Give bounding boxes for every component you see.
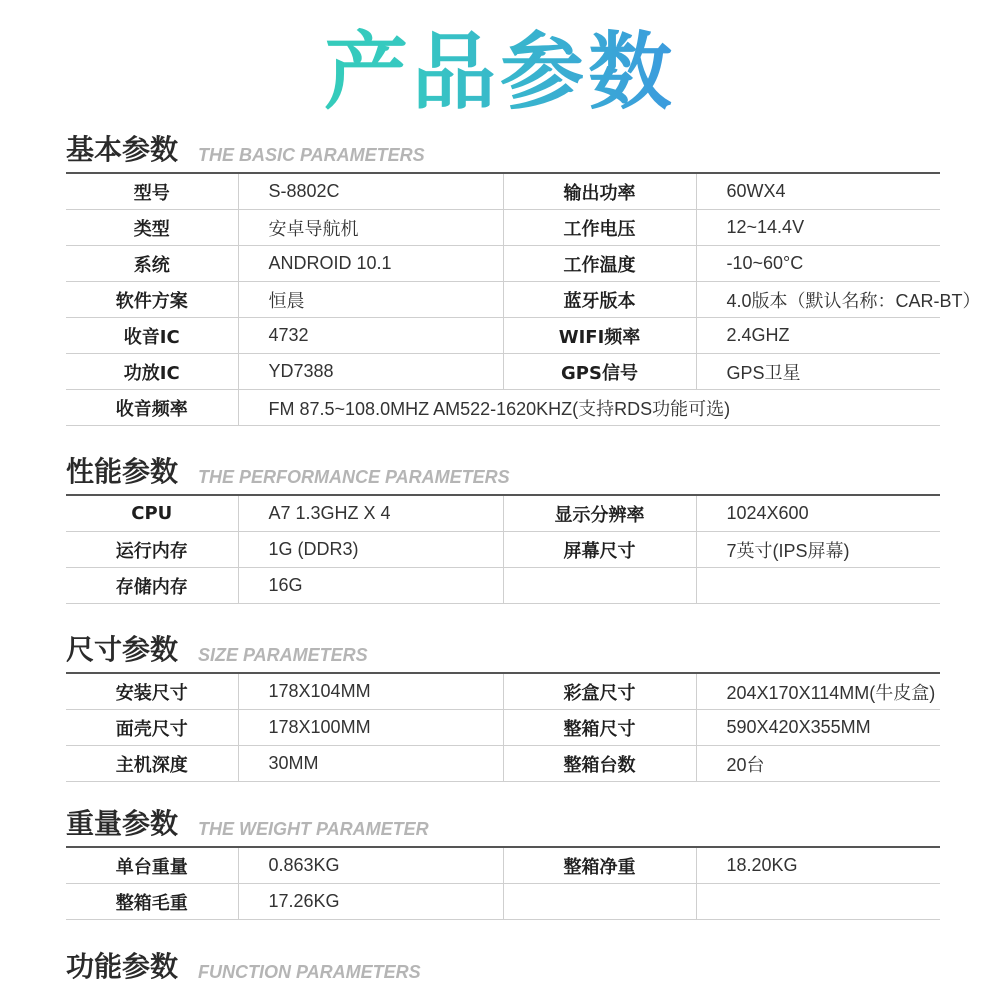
param-value: 0.863KG — [238, 847, 503, 884]
param-label: 工作温度 — [503, 246, 696, 282]
param-label — [503, 568, 696, 604]
section-subtitle: FUNCTION PARAMETERS — [198, 962, 421, 982]
param-label: 类型 — [66, 210, 238, 246]
param-label: 运行内存 — [66, 532, 238, 568]
param-label: 整箱台数 — [503, 746, 696, 782]
param-value: 2.4GHZ — [696, 318, 940, 354]
param-value: 1024X600 — [696, 495, 940, 532]
section-size — [66, 628, 940, 782]
spec-table — [66, 172, 981, 426]
param-value: 17.26KG — [238, 884, 503, 920]
param-label: 彩盒尺寸 — [503, 673, 696, 710]
table-row — [66, 390, 940, 426]
section-subtitle: THE BASIC PARAMETERS — [198, 145, 425, 165]
param-label: CPU — [66, 495, 238, 532]
table-row — [66, 847, 940, 884]
section-title: 功能参数 — [66, 950, 179, 983]
param-label: 蓝牙版本 — [503, 282, 696, 318]
param-value: 4.0版本（默认名称：CAR-BT） — [696, 282, 940, 318]
param-label — [503, 884, 696, 920]
spec-table — [66, 672, 940, 782]
section-header — [66, 628, 940, 672]
param-value: 590X420X355MM — [696, 710, 940, 746]
table-row — [66, 568, 940, 604]
param-label: 安装尺寸 — [66, 673, 238, 710]
param-label: 功放IC — [66, 354, 238, 390]
param-value: 178X104MM — [238, 673, 503, 710]
page-title: 产品参数 — [0, 22, 1000, 122]
param-value: YD7388 — [238, 354, 503, 390]
param-value — [696, 568, 940, 604]
param-value: 16G — [238, 568, 503, 604]
table-row — [66, 210, 940, 246]
section-subtitle: THE WEIGHT PARAMETER — [198, 819, 429, 839]
param-label: 整箱毛重 — [66, 884, 238, 920]
section-subtitle: SIZE PARAMETERS — [198, 645, 368, 665]
param-label: WIFI频率 — [503, 318, 696, 354]
section-subtitle: THE PERFORMANCE PARAMETERS — [198, 467, 510, 487]
param-label: 存储内存 — [66, 568, 238, 604]
spec-table — [66, 494, 940, 604]
section-title: 基本参数 — [66, 133, 179, 166]
section-header — [66, 128, 940, 172]
param-value: A7 1.3GHZ X 4 — [238, 495, 503, 532]
param-label: 主机深度 — [66, 746, 238, 782]
table-row — [66, 495, 940, 532]
section-weight — [66, 802, 940, 920]
param-value: 4732 — [238, 318, 503, 354]
table-row — [66, 354, 940, 390]
section-title: 尺寸参数 — [66, 633, 179, 666]
param-value: ANDROID 10.1 — [238, 246, 503, 282]
table-row — [66, 246, 940, 282]
param-value: S-8802C — [238, 173, 503, 210]
param-value: 安卓导航机 — [238, 210, 503, 246]
table-row — [66, 532, 940, 568]
section-title: 重量参数 — [66, 807, 179, 840]
section-header — [66, 945, 940, 989]
param-label: 工作电压 — [503, 210, 696, 246]
param-value: 204X170X114MM(牛皮盒) — [696, 673, 940, 710]
param-value: 20台 — [696, 746, 940, 782]
section-function — [66, 945, 940, 989]
param-label: 显示分辨率 — [503, 495, 696, 532]
param-value — [696, 884, 940, 920]
param-label: 系统 — [66, 246, 238, 282]
param-value: 12~14.4V — [696, 210, 940, 246]
param-value: GPS卫星 — [696, 354, 940, 390]
param-value: 60WX4 — [696, 173, 940, 210]
param-label: 整箱净重 — [503, 847, 696, 884]
param-label: 面壳尺寸 — [66, 710, 238, 746]
section-performance — [66, 450, 940, 604]
param-value: FM 87.5~108.0MHZ AM522-1620KHZ(支持RDS功能可选) — [238, 390, 940, 426]
param-value: 18.20KG — [696, 847, 940, 884]
param-label: 软件方案 — [66, 282, 238, 318]
table-row — [66, 884, 940, 920]
param-label: 收音IC — [66, 318, 238, 354]
param-label: 型号 — [66, 173, 238, 210]
table-row — [66, 173, 940, 210]
param-label: 收音频率 — [66, 390, 238, 426]
table-row — [66, 282, 940, 318]
table-row — [66, 673, 940, 710]
param-value: 30MM — [238, 746, 503, 782]
section-header — [66, 450, 940, 494]
param-value: 178X100MM — [238, 710, 503, 746]
param-label: 屏幕尺寸 — [503, 532, 696, 568]
table-row — [66, 318, 940, 354]
param-label: 单台重量 — [66, 847, 238, 884]
param-value: 恒晨 — [238, 282, 503, 318]
param-value: 1G (DDR3) — [238, 532, 503, 568]
spec-table — [66, 846, 940, 920]
table-row — [66, 710, 940, 746]
param-label: 整箱尺寸 — [503, 710, 696, 746]
section-header — [66, 802, 940, 846]
section-basic — [66, 128, 981, 426]
param-value: 7英寸(IPS屏幕) — [696, 532, 940, 568]
param-label: 输出功率 — [503, 173, 696, 210]
section-title: 性能参数 — [66, 455, 179, 488]
param-label: GPS信号 — [503, 354, 696, 390]
table-row — [66, 746, 940, 782]
param-value: -10~60°C — [696, 246, 940, 282]
